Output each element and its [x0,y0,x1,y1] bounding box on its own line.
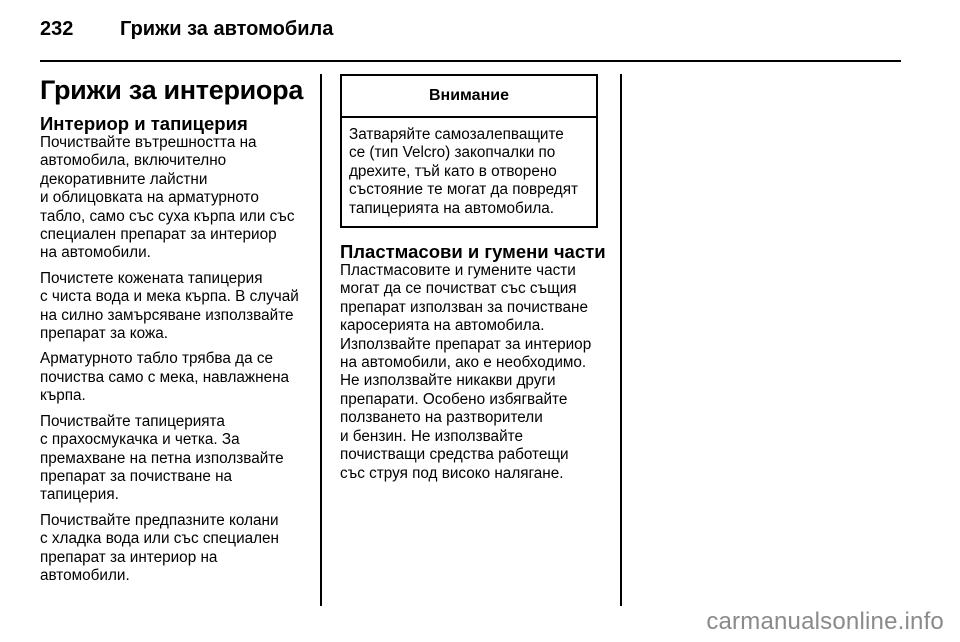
paragraph: Почистете кожената тапицерия с чиста вода и мека кърпа. В случай на силно замърсяване използвайте препарат за кожа. [40,269,299,343]
paragraph: Почиствайте вътрешността на автомобила, включително декоративните лайстни и облицовката на арматурното табло, само със суха кърпа или със специален препарат за интериор на автомобили. [40,134,295,262]
left-column [40,74,312,592]
watermark: carmanualsonline.info [706,608,944,635]
subheading-plastic-rubber: Пластмасови и гумени части [340,241,606,263]
plastic-rubber-section [340,241,606,483]
middle-column [340,74,606,490]
caution-box [340,74,598,228]
running-title: Грижи за автомобила [120,18,334,40]
paragraph: Арматурното табло трябва да се почиства само с мека, навлажнена кърпа. [40,350,290,405]
column-divider-right [620,74,622,606]
header-rule [40,60,901,62]
page-header [40,18,900,48]
page-number: 232 [40,18,74,40]
paragraph: Почиствайте предпазните колани с хладка вода или със специален препарат за интериор на автомобили. [40,511,280,584]
subheading-interior: Интериор и тапицерия [40,113,248,134]
section-title: Грижи за интериора [40,75,304,105]
caution-text: Затваряйте самозалепващите се (тип Velcro) закопчалки по дрехите, тъй като в отворено състояние те могат да повредят тапицерията на автомобила. [349,126,579,217]
caution-title: Внимание [342,76,596,118]
paragraph: Почиствайте тапицерията с прахосмукачка и четка. За премахване на петна използвайте препарат за почистване на тапицерия. [40,412,284,504]
paragraph: Пластмасовите и гумените части могат да се почистват със същия препарат използван за почистване каросерията на автомобила. Използвайте препарат за интериор на автомобили, ако е необходимо. Не използвайте никакви други препарати. Особено избягвайте ползването на разтворители и бензин. Не използвайте почистващи средства работещи със струя под високо налягане. [340,262,592,482]
column-divider-left [320,74,322,606]
